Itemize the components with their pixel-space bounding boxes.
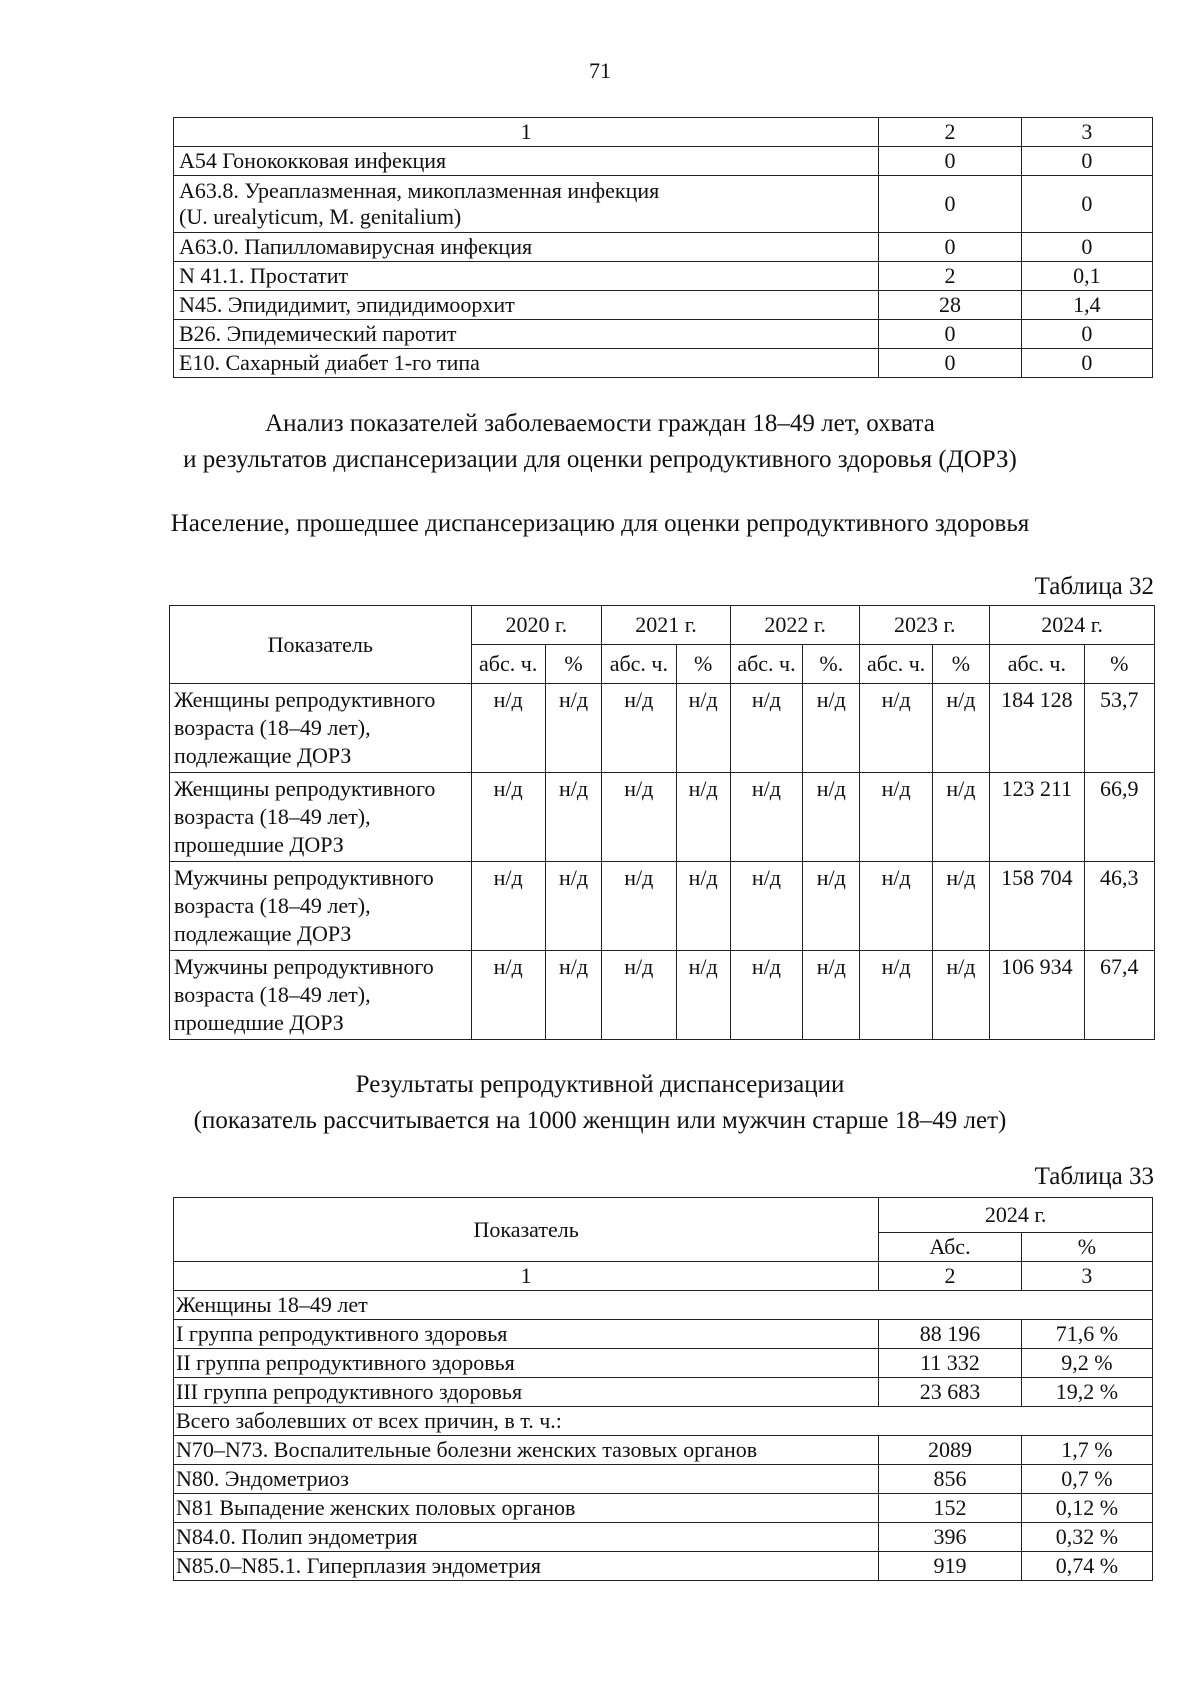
section-row	[174, 1407, 1153, 1436]
cell: 106 934	[990, 951, 1084, 1040]
cell: 67,4	[1084, 951, 1154, 1040]
table-row	[174, 1378, 1153, 1407]
row-label-line2: (U. urealyticum, M. genitalium)	[179, 204, 462, 229]
col-number-3: 3	[1021, 118, 1152, 147]
table-row	[174, 291, 1153, 320]
table-row	[174, 320, 1153, 349]
section-total-label: Всего заболевших от всех причин, в т. ч.:	[174, 1407, 1153, 1436]
row-label	[170, 684, 472, 773]
row-pct: 0	[1021, 320, 1152, 349]
cell: н/д	[730, 951, 802, 1040]
row-abs: 856	[879, 1465, 1021, 1494]
table-row	[174, 1320, 1153, 1349]
row-label: N 41.1. Простатит	[174, 262, 879, 291]
table-32	[169, 605, 1155, 1040]
row-label: В26. Эпидемический паротит	[174, 320, 879, 349]
cell: 184 128	[990, 684, 1084, 773]
section-heading-population: Население, прошедшее диспансеризацию для оценки репродуктивного здоровья	[170, 510, 1030, 537]
cell: н/д	[471, 684, 545, 773]
row-label: III группа репродуктивного здоровья	[174, 1378, 879, 1407]
row-label-line: Женщины репродуктивного	[174, 776, 436, 801]
row-pct: 0	[1021, 176, 1152, 233]
row-label-line: подлежащие ДОРЗ	[174, 743, 352, 768]
col-number-2: 2	[879, 1262, 1021, 1291]
row-label-line: подлежащие ДОРЗ	[174, 921, 352, 946]
row-label: Е10. Сахарный диабет 1-го типа	[174, 349, 879, 378]
cell: н/д	[860, 862, 932, 951]
row-pct: 0,7 %	[1021, 1465, 1152, 1494]
row-label-line: Мужчины репродуктивного	[174, 954, 434, 979]
cell: н/д	[860, 773, 932, 862]
cell: н/д	[860, 684, 932, 773]
row-pct: 0,1	[1021, 262, 1152, 291]
subheader-abs: абс. ч.	[990, 645, 1084, 684]
cell: 66,9	[1084, 773, 1154, 862]
row-abs: 0	[879, 349, 1021, 378]
cell: н/д	[730, 773, 802, 862]
table-row	[170, 773, 1155, 862]
cell: н/д	[602, 951, 676, 1040]
row-label: N80. Эндометриоз	[174, 1465, 879, 1494]
cell: н/д	[471, 862, 545, 951]
cell: н/д	[676, 862, 730, 951]
year-header: 2022 г.	[730, 606, 860, 645]
row-label: N70–N73. Воспалительные болезни женских тазовых органов	[174, 1436, 879, 1465]
row-pct: 0,12 %	[1021, 1494, 1152, 1523]
table-row	[174, 1552, 1153, 1581]
row-abs: 396	[879, 1523, 1021, 1552]
row-abs: 0	[879, 320, 1021, 349]
cell: н/д	[545, 684, 601, 773]
row-label-line: прошедшие ДОРЗ	[174, 832, 344, 857]
table-33	[173, 1197, 1153, 1581]
row-pct: 9,2 %	[1021, 1349, 1152, 1378]
indicator-header: Показатель	[174, 1198, 879, 1262]
cell: н/д	[471, 773, 545, 862]
row-abs: 23 683	[879, 1378, 1021, 1407]
section-women-label: Женщины 18–49 лет	[174, 1291, 1153, 1320]
row-label	[170, 773, 472, 862]
cell: 123 211	[990, 773, 1084, 862]
cell: н/д	[803, 773, 860, 862]
subheader-abs: абс. ч.	[602, 645, 676, 684]
cell: н/д	[676, 951, 730, 1040]
cell: н/д	[545, 951, 601, 1040]
row-abs: 0	[879, 233, 1021, 262]
cell: н/д	[932, 862, 989, 951]
subheader-abs: абс. ч.	[471, 645, 545, 684]
row-label-line: возраста (18–49 лет),	[174, 804, 371, 829]
section-heading-dorz	[0, 406, 1200, 478]
column-number-row	[174, 1262, 1153, 1291]
subheader-abs: абс. ч.	[730, 645, 802, 684]
table-header-row	[174, 1198, 1153, 1233]
year-header: 2024 г.	[990, 606, 1155, 645]
indicator-header: Показатель	[170, 606, 472, 684]
subheader-pct: %	[676, 645, 730, 684]
row-label: N84.0. Полип эндометрия	[174, 1523, 879, 1552]
cell: 53,7	[1084, 684, 1154, 773]
table-row	[174, 262, 1153, 291]
cell: н/д	[803, 684, 860, 773]
table-row	[174, 233, 1153, 262]
row-label-line: Женщины репродуктивного	[174, 687, 436, 712]
cell: н/д	[602, 862, 676, 951]
row-pct: 71,6 %	[1021, 1320, 1152, 1349]
abs-header: Абс.	[879, 1233, 1021, 1262]
table-row	[174, 1436, 1153, 1465]
row-label-line: Мужчины репродуктивного	[174, 865, 434, 890]
row-abs: 11 332	[879, 1349, 1021, 1378]
table-row	[174, 1465, 1153, 1494]
section-row	[174, 1291, 1153, 1320]
heading-line: (показатель рассчитывается на 1000 женщин или мужчин старше 18–49 лет)	[193, 1107, 1007, 1134]
cell: н/д	[676, 773, 730, 862]
row-abs: 0	[879, 147, 1021, 176]
row-abs: 88 196	[879, 1320, 1021, 1349]
heading-line: Результаты репродуктивной диспансеризации	[355, 1071, 845, 1098]
row-label: N81 Выпадение женских половых органов	[174, 1494, 879, 1523]
subheader-pct: %.	[803, 645, 860, 684]
subheader-abs: абс. ч.	[860, 645, 932, 684]
row-pct: 0	[1021, 349, 1152, 378]
row-pct: 0	[1021, 147, 1152, 176]
year-header: 2023 г.	[860, 606, 990, 645]
cell: н/д	[860, 951, 932, 1040]
table-header-row	[170, 606, 1155, 645]
cell: н/д	[676, 684, 730, 773]
cell: н/д	[602, 684, 676, 773]
row-label-line1: А63.8. Уреаплазменная, микоплазменная инфекция	[179, 178, 660, 203]
table-row	[174, 1494, 1153, 1523]
row-pct: 1,4	[1021, 291, 1152, 320]
col-number-3: 3	[1021, 1262, 1152, 1291]
table-row	[174, 1523, 1153, 1552]
col-number-1: 1	[174, 118, 879, 147]
table-row	[174, 176, 1153, 233]
table-row	[174, 147, 1153, 176]
row-label-line: возраста (18–49 лет),	[174, 715, 371, 740]
cell: н/д	[730, 684, 802, 773]
cell: н/д	[602, 773, 676, 862]
table-header-row	[174, 118, 1153, 147]
row-abs: 2089	[879, 1436, 1021, 1465]
cell: н/д	[932, 773, 989, 862]
table-row	[170, 862, 1155, 951]
row-pct: 19,2 %	[1021, 1378, 1152, 1407]
row-abs: 28	[879, 291, 1021, 320]
row-abs: 0	[879, 176, 1021, 233]
year-header: 2021 г.	[602, 606, 731, 645]
cell: 158 704	[990, 862, 1084, 951]
row-label: А63.0. Папилломавирусная инфекция	[174, 233, 879, 262]
page-number: 71	[589, 58, 611, 83]
row-abs: 152	[879, 1494, 1021, 1523]
col-number-2: 2	[879, 118, 1021, 147]
cell: н/д	[803, 862, 860, 951]
cell: н/д	[730, 862, 802, 951]
year-header: 2024 г.	[879, 1198, 1153, 1233]
row-label: N85.0–N85.1. Гиперплазия эндометрия	[174, 1552, 879, 1581]
cell: н/д	[471, 951, 545, 1040]
table-row	[174, 1349, 1153, 1378]
row-label: I группа репродуктивного здоровья	[174, 1320, 879, 1349]
heading-line: и результатов диспансеризации для оценки репродуктивного здоровья (ДОРЗ)	[183, 446, 1017, 473]
subheader-pct: %	[932, 645, 989, 684]
row-pct: 0,32 %	[1021, 1523, 1152, 1552]
row-label: II группа репродуктивного здоровья	[174, 1349, 879, 1378]
year-header: 2020 г.	[471, 606, 602, 645]
cell: н/д	[932, 951, 989, 1040]
cell: н/д	[545, 862, 601, 951]
cell: н/д	[803, 951, 860, 1040]
table-33-caption: Таблица 33	[1034, 1163, 1154, 1190]
table-row	[170, 684, 1155, 773]
heading-line: Анализ показателей заболеваемости граждан 18–49 лет, охвата	[265, 410, 935, 437]
row-label	[174, 176, 879, 233]
row-label-line: возраста (18–49 лет),	[174, 982, 371, 1007]
section-heading-results	[0, 1067, 1200, 1139]
cell: 46,3	[1084, 862, 1154, 951]
row-label-line: возраста (18–49 лет),	[174, 893, 371, 918]
table-row	[174, 349, 1153, 378]
table-32-caption: Таблица 32	[1034, 573, 1154, 600]
row-pct: 0,74 %	[1021, 1552, 1152, 1581]
col-number-1: 1	[174, 1262, 879, 1291]
row-label-line: прошедшие ДОРЗ	[174, 1010, 344, 1035]
cell: н/д	[545, 773, 601, 862]
row-label: N45. Эпидидимит, эпидидимоорхит	[174, 291, 879, 320]
table-diseases-continuation	[173, 117, 1153, 378]
pct-header: %	[1021, 1233, 1152, 1262]
row-abs: 919	[879, 1552, 1021, 1581]
row-pct: 1,7 %	[1021, 1436, 1152, 1465]
row-abs: 2	[879, 262, 1021, 291]
table-row	[170, 951, 1155, 1040]
row-label	[170, 862, 472, 951]
cell: н/д	[932, 684, 989, 773]
row-pct: 0	[1021, 233, 1152, 262]
row-label: А54 Гонококковая инфекция	[174, 147, 879, 176]
row-label	[170, 951, 472, 1040]
subheader-pct: %	[1084, 645, 1154, 684]
subheader-pct: %	[545, 645, 601, 684]
